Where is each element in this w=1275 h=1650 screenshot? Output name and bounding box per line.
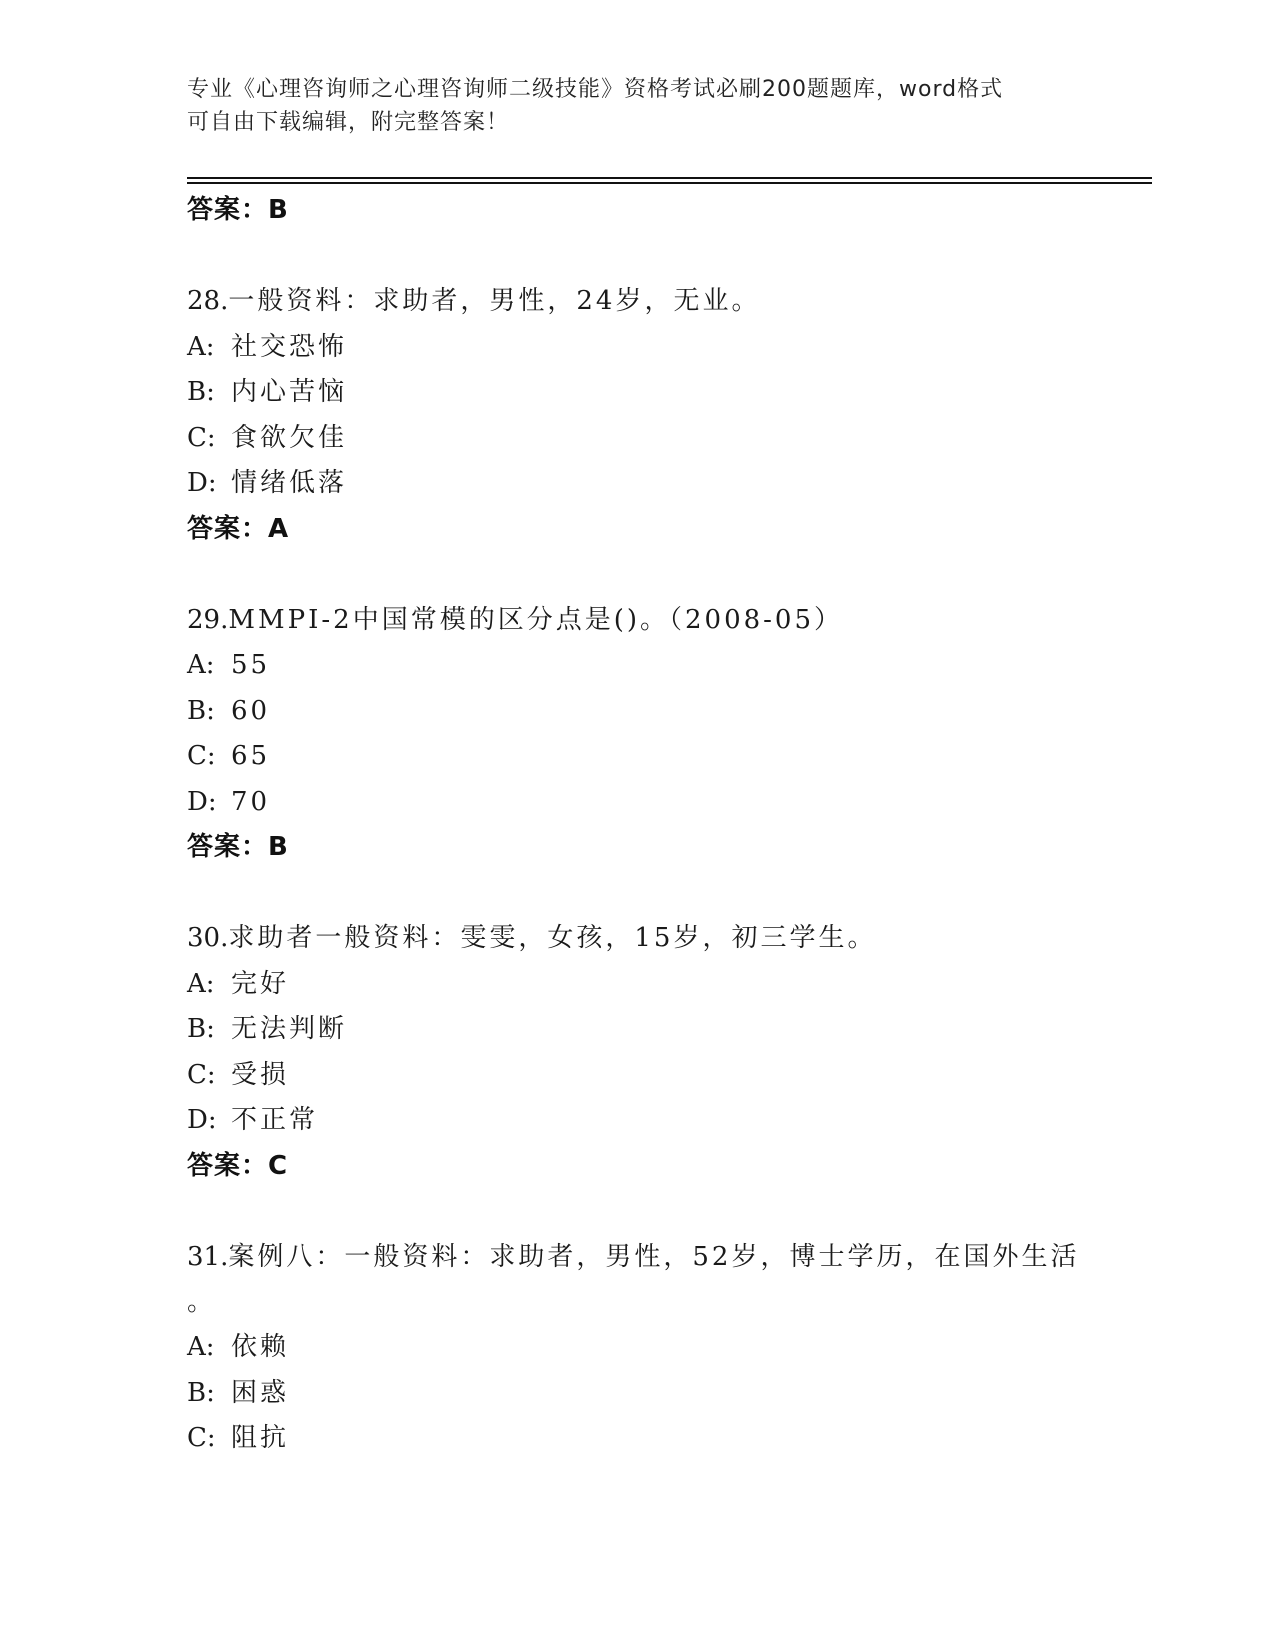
option-text: 社交恐怖 xyxy=(231,331,348,362)
spacer xyxy=(187,234,1087,280)
previous-answer: 答案：B xyxy=(187,195,289,225)
question-number: 29. xyxy=(187,604,229,635)
header-divider-top xyxy=(187,177,1152,179)
option-text: 受损 xyxy=(231,1059,290,1090)
question-text: 案例八：一般资料：求助者，男性，52岁，博士学历，在国外生活 xyxy=(228,1241,1080,1272)
option-letter: B: xyxy=(187,695,215,726)
option-letter: B: xyxy=(187,1014,215,1044)
question-text-wrap: 。 xyxy=(187,1287,217,1317)
option-letter: A: xyxy=(187,650,215,680)
option-letter: B: xyxy=(187,1377,215,1408)
option-a xyxy=(187,1325,1087,1371)
answer-29: 答案：B xyxy=(187,832,289,862)
option-c xyxy=(187,1053,1087,1099)
question-text: 一般资料：求助者，男性，24岁，无业。 xyxy=(228,286,761,316)
option-a xyxy=(187,643,1087,689)
option-text: 60 xyxy=(231,695,271,726)
question-number: 31. xyxy=(187,1241,229,1272)
option-letter: D: xyxy=(187,468,217,498)
option-b xyxy=(187,689,1087,735)
option-b xyxy=(187,1007,1087,1053)
question-list xyxy=(187,188,1087,1462)
option-text: 无法判断 xyxy=(231,1014,348,1044)
option-letter: C: xyxy=(187,422,216,453)
header-line-2: 可自由下载编辑，附完整答案！ xyxy=(187,110,510,135)
option-text: 65 xyxy=(231,741,271,771)
option-letter: D: xyxy=(187,786,217,817)
option-a xyxy=(187,325,1087,371)
option-letter: C: xyxy=(187,741,216,771)
option-letter: C: xyxy=(187,1423,216,1453)
option-d xyxy=(187,461,1087,507)
option-text: 食欲欠佳 xyxy=(231,422,348,453)
option-text: 困惑 xyxy=(231,1377,290,1408)
answer-28: 答案：A xyxy=(187,513,290,544)
spacer xyxy=(187,552,1087,598)
spacer xyxy=(187,871,1087,917)
question-29 xyxy=(187,598,1087,644)
option-text: 阻抗 xyxy=(231,1423,290,1453)
option-text: 55 xyxy=(231,650,271,680)
option-text: 完好 xyxy=(231,968,290,999)
question-31 xyxy=(187,1235,1087,1281)
header-divider-bottom xyxy=(187,182,1152,184)
answer-30: 答案：C xyxy=(187,1150,289,1181)
spacer xyxy=(187,1189,1087,1235)
option-c xyxy=(187,734,1087,780)
option-d xyxy=(187,780,1087,826)
option-letter: A: xyxy=(187,1332,215,1362)
option-text: 70 xyxy=(231,786,271,817)
option-c xyxy=(187,1416,1087,1462)
option-c xyxy=(187,416,1087,462)
option-a xyxy=(187,962,1087,1008)
option-b xyxy=(187,370,1087,416)
option-letter: A: xyxy=(187,331,215,362)
option-text: 情绪低落 xyxy=(231,468,348,498)
header-line-1: 专业《心理咨询师之心理咨询师二级技能》资格考试必刷200题题库，word格式 xyxy=(187,77,1004,102)
option-letter: A: xyxy=(187,968,215,999)
question-28 xyxy=(187,279,1087,325)
option-letter: D: xyxy=(187,1105,217,1135)
question-30 xyxy=(187,916,1087,962)
option-letter: C: xyxy=(187,1059,216,1090)
document-header xyxy=(187,73,1077,139)
option-text: 内心苦恼 xyxy=(231,377,348,407)
option-d xyxy=(187,1098,1087,1144)
question-number: 30. xyxy=(187,923,229,953)
question-text: 求助者一般资料：雯雯，女孩，15岁，初三学生。 xyxy=(228,923,877,953)
option-b xyxy=(187,1371,1087,1417)
option-text: 依赖 xyxy=(231,1332,290,1362)
question-text: MMPI-2中国常模的区分点是()。（2008-05） xyxy=(228,604,844,635)
option-text: 不正常 xyxy=(231,1105,319,1135)
question-number: 28. xyxy=(187,286,229,316)
option-letter: B: xyxy=(187,377,215,407)
